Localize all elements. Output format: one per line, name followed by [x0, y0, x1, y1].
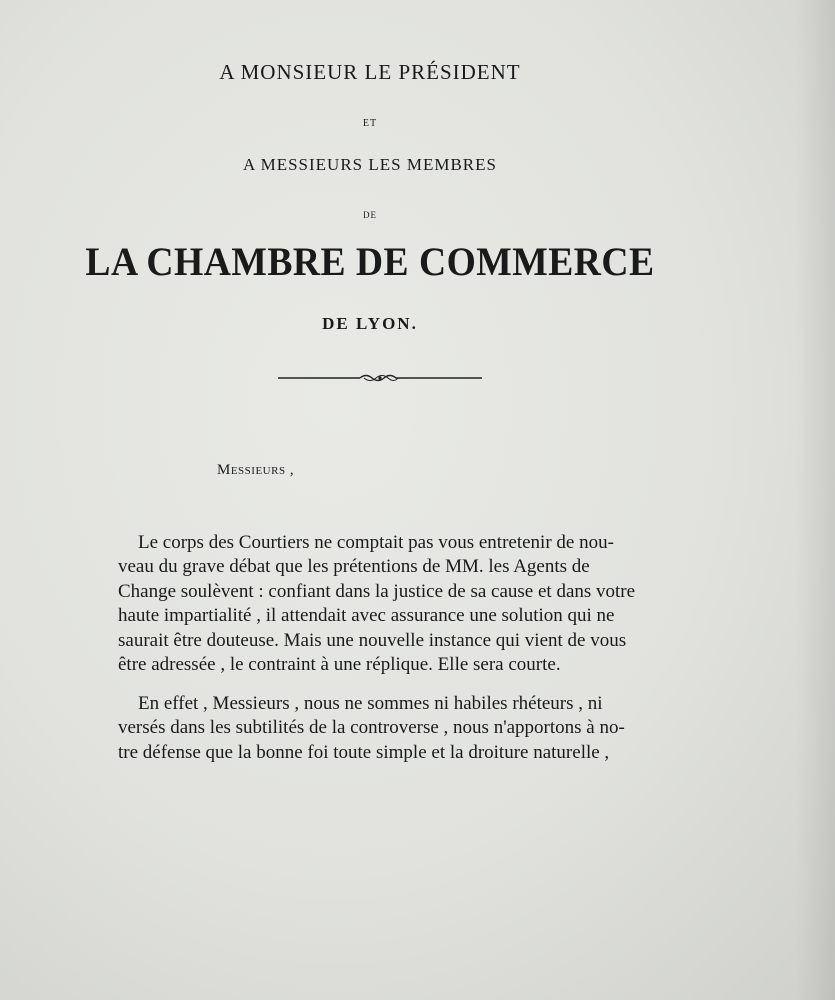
page-edge-shadow [795, 0, 835, 1000]
text-line: versés dans les subtilités de la controverse , nous n'apportons à no- [118, 717, 625, 739]
text-line: Le corps des Courtiers ne comptait pas vous entretenir de nou- [138, 532, 614, 553]
address-line-president: A MONSIEUR LE PRÉSIDENT [219, 60, 521, 84]
ornament-divider-icon [278, 370, 482, 386]
text-line: Change soulèvent : confiant dans la justice de sa cause et dans votre [118, 580, 636, 602]
text-line: haute impartialité , il attendait avec assurance une solution qui ne [118, 605, 615, 627]
address-preposition: DE [363, 210, 377, 220]
text-line: tre défense que la bonne foi toute simple et la droiture naturelle , [118, 741, 610, 763]
page-title: LA CHAMBRE DE COMMERCE [85, 239, 655, 284]
address-line-members: A MESSIEURS LES MEMBRES [243, 155, 497, 174]
paragraph-1 [118, 531, 690, 677]
paragraph-2 [118, 692, 690, 765]
city-line: DE LYON. [322, 314, 418, 333]
text-line: En effet , Messieurs , nous ne sommes ni habiles rhéteurs , ni [138, 693, 603, 714]
text-line: veau du grave débat que les prétentions de MM. les Agents de [118, 556, 590, 578]
salutation: Messieurs , [217, 462, 295, 478]
address-conjunction: ET [362, 118, 378, 129]
text-line: saurait être douteuse. Mais une nouvelle instance qui vient de vous [118, 629, 627, 651]
text-line: être adressée , le contraint à une réplique. Elle sera courte. [118, 654, 561, 676]
